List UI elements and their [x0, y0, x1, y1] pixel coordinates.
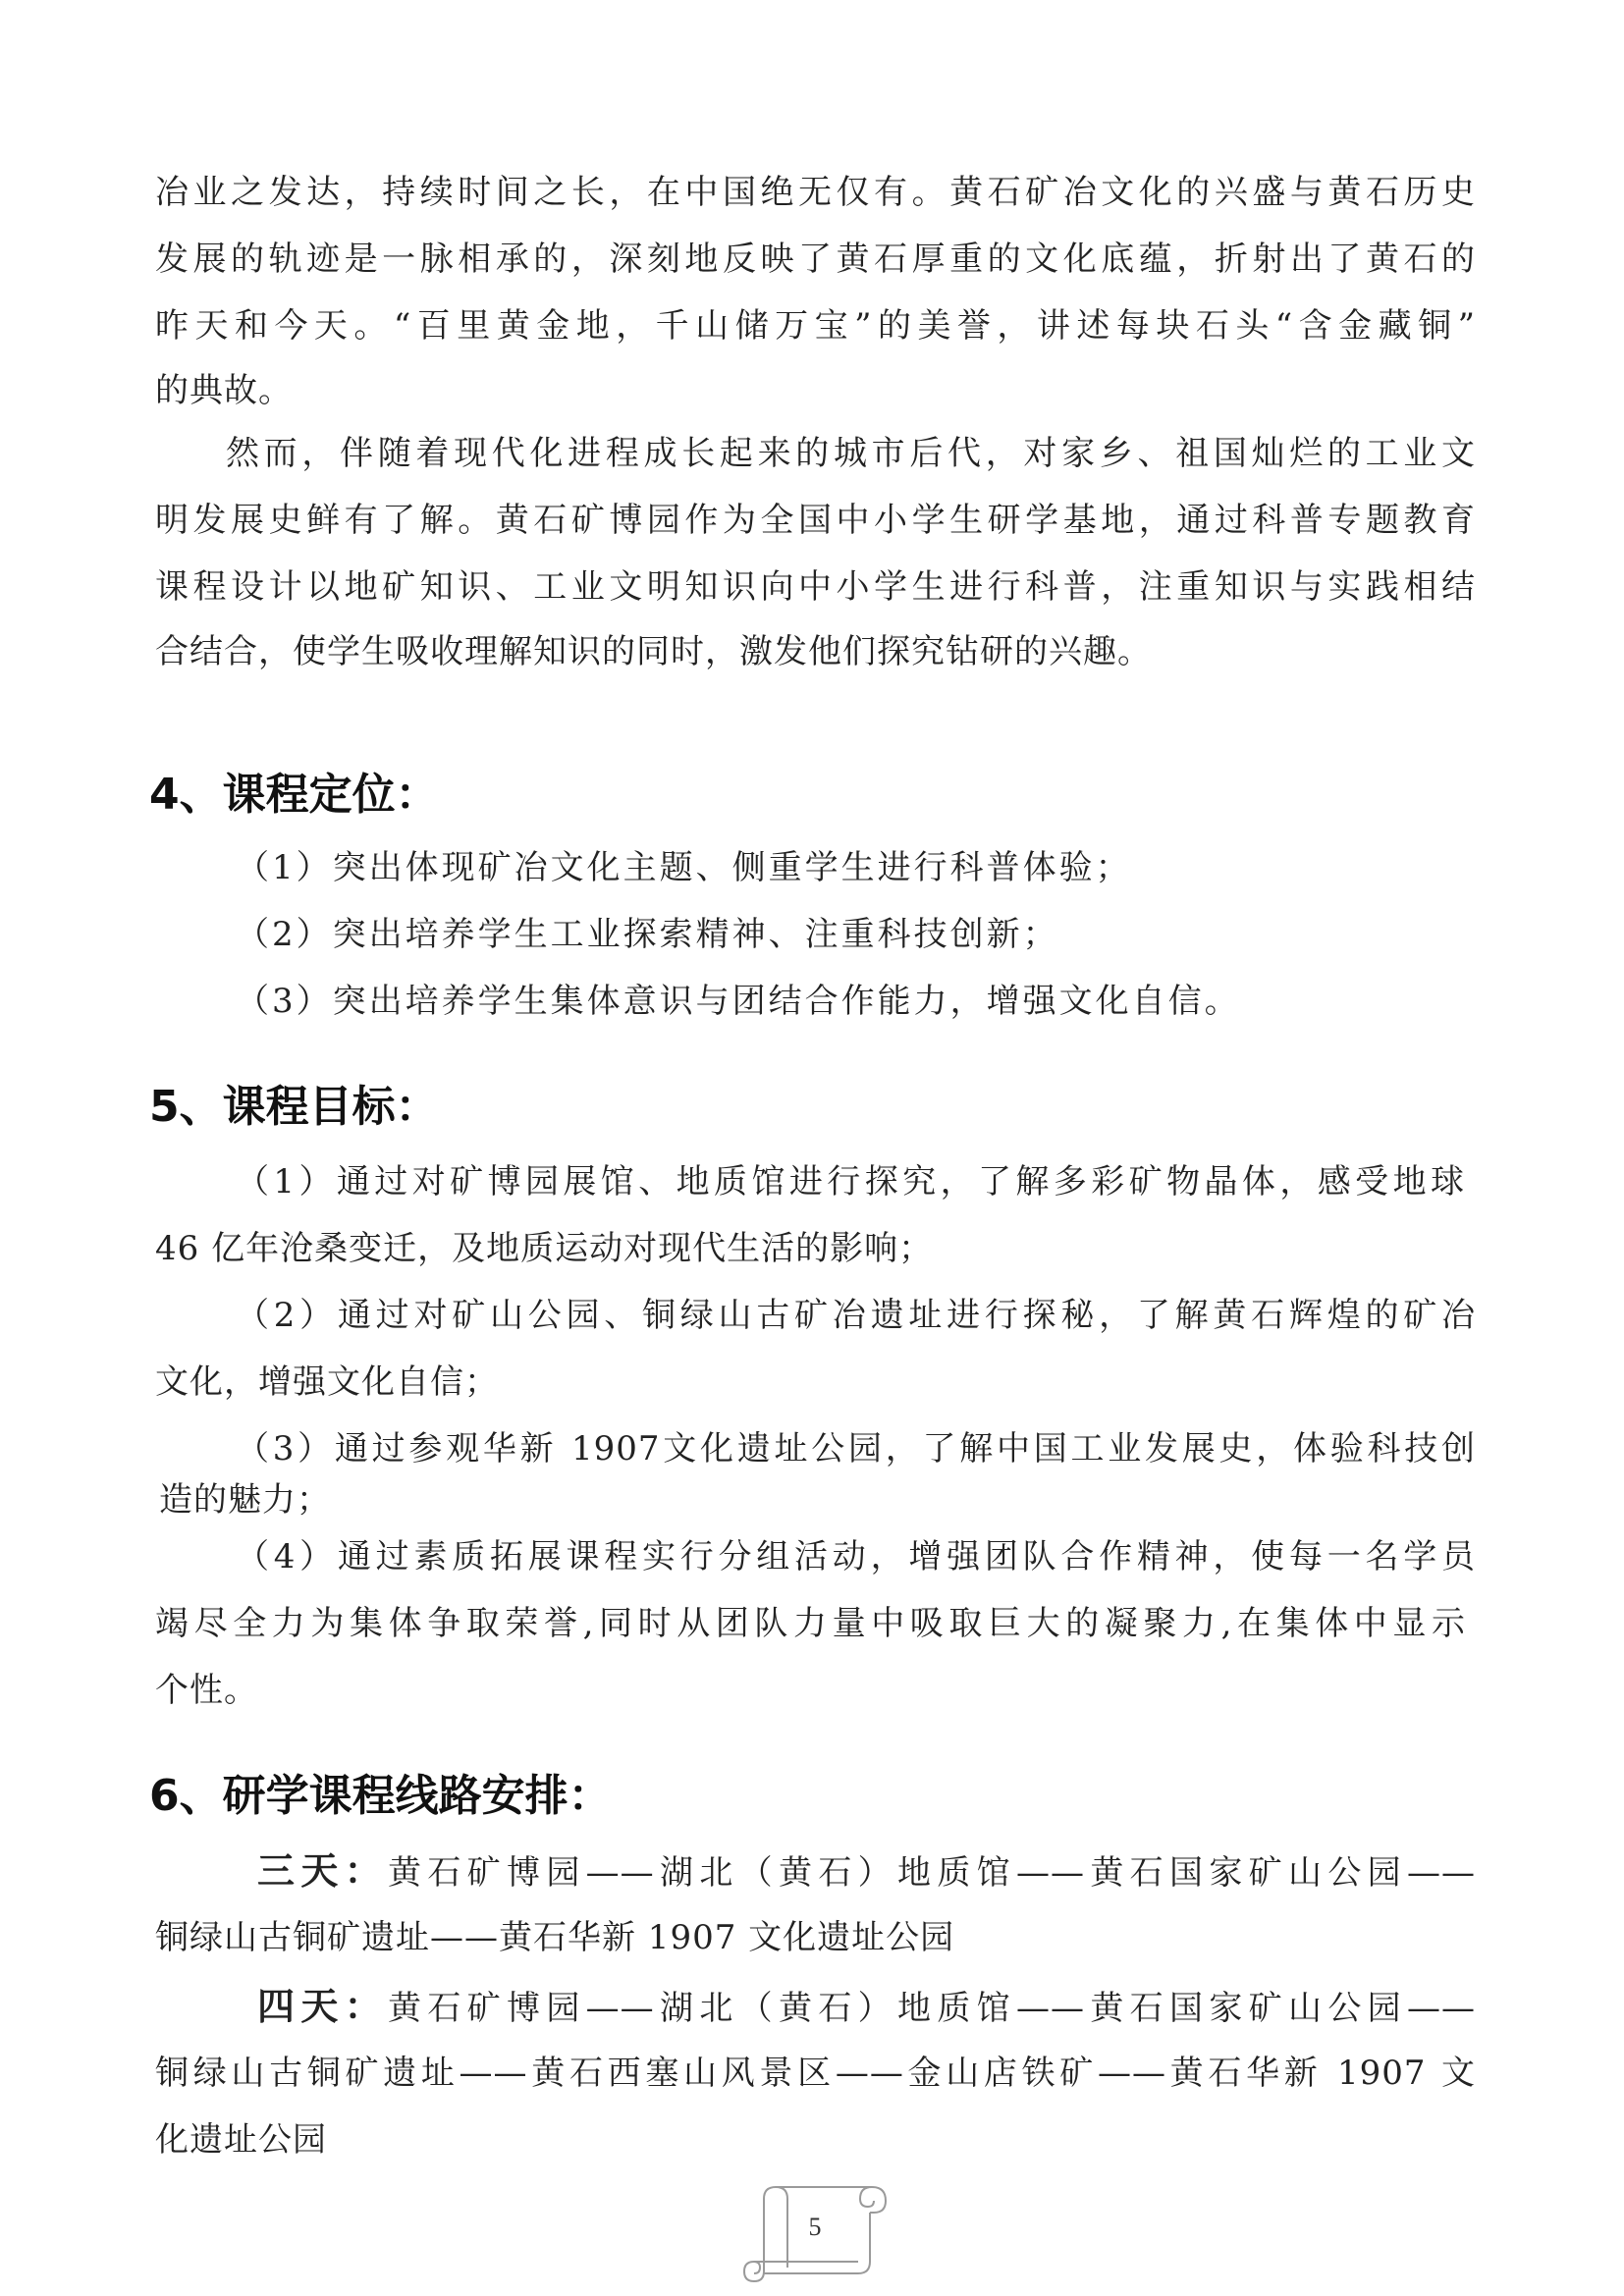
- route-three-days-label: 三天：: [257, 1849, 388, 1893]
- intro-line-4: 的典故。: [155, 371, 293, 410]
- route-three-days-line-1: [257, 1838, 1476, 1906]
- route-four-days-label: 四天：: [257, 1985, 388, 2028]
- page-number: 5: [808, 2213, 822, 2241]
- route-four-days-text-1: 黄石矿博园——湖北（黄石）地质馆——黄石国家矿山公园——: [388, 1989, 1476, 2028]
- section5-line-4: 文化，增强文化自信；: [155, 1362, 499, 1402]
- section4-title: 4、课程定位：: [149, 770, 439, 820]
- para2-line-3: 课程设计以地矿知识、工业文明知识向中小学生进行科普，注重知识与实践相结: [155, 567, 1476, 607]
- route-four-days-line-3: 化遗址公园: [155, 2120, 327, 2160]
- intro-line-3: 昨天和今天。“百里黄金地，千山储万宝”的美誉，讲述每块石头“含金藏铜”: [155, 306, 1476, 346]
- section5-line-6: 造的魅力；: [159, 1480, 331, 1520]
- intro-line-1: 冶业之发达，持续时间之长，在中国绝无仅有。黄石矿冶文化的兴盛与黄石历史: [155, 173, 1476, 212]
- section5-line-3: （2）通过对矿山公园、铜绿山古矿冶遗址进行探秘，了解黄石辉煌的矿冶: [236, 1296, 1476, 1335]
- section5-line-8: 竭尽全力为集体争取荣誉,同时从团队力量中吸取巨大的凝聚力,在集体中显示: [155, 1604, 1466, 1643]
- intro-line-2: 发展的轨迹是一脉相承的，深刻地反映了黄石厚重的文化底蕴，折射出了黄石的: [155, 240, 1476, 279]
- section4-item-1: （1）突出体现矿冶文化主题、侧重学生进行科普体验；: [236, 848, 1132, 887]
- route-four-days-line-1: [257, 1973, 1476, 2042]
- section4-item-3: （3）突出培养学生集体意识与团结合作能力，增强文化自信。: [236, 982, 1241, 1021]
- section5-line-7: （4）通过素质拓展课程实行分组活动，增强团队合作精神，使每一名学员: [236, 1537, 1476, 1576]
- section6-title: 6、研学课程线路安排：: [149, 1771, 612, 1821]
- route-three-days-text-1: 黄石矿博园——湖北（黄石）地质馆——黄石国家矿山公园——: [388, 1853, 1476, 1893]
- section5-line-9: 个性。: [155, 1671, 258, 1710]
- section5-line-2: 46 亿年沧桑变迁，及地质运动对现代生活的影响；: [155, 1229, 934, 1268]
- para2-line-1: 然而，伴随着现代化进程成长起来的城市后代，对家乡、祖国灿烂的工业文: [226, 434, 1476, 473]
- section5-line-5: （3）通过参观华新 1907文化遗址公园，了解中国工业发展史，体验科技创: [236, 1429, 1476, 1468]
- route-three-days-line-2: 铜绿山古铜矿遗址——黄石华新 1907 文化遗址公园: [155, 1918, 955, 1957]
- route-four-days-line-2: 铜绿山古铜矿遗址——黄石西塞山风景区——金山店铁矿——黄石华新 1907 文: [155, 2054, 1476, 2093]
- section5-title: 5、课程目标：: [149, 1082, 439, 1132]
- para2-line-4: 合结合，使学生吸收理解知识的同时，激发他们探究钻研的兴趣。: [155, 632, 1152, 671]
- section5-line-1: （1）通过对矿博园展馆、地质馆进行探究，了解多彩矿物晶体，感受地球: [236, 1162, 1465, 1201]
- page-footer: [736, 2177, 893, 2285]
- para2-line-2: 明发展史鲜有了解。黄石矿博园作为全国中小学生研学基地，通过科普专题教育: [155, 501, 1476, 540]
- section4-item-2: （2）突出培养学生工业探索精神、注重科技创新；: [236, 915, 1059, 954]
